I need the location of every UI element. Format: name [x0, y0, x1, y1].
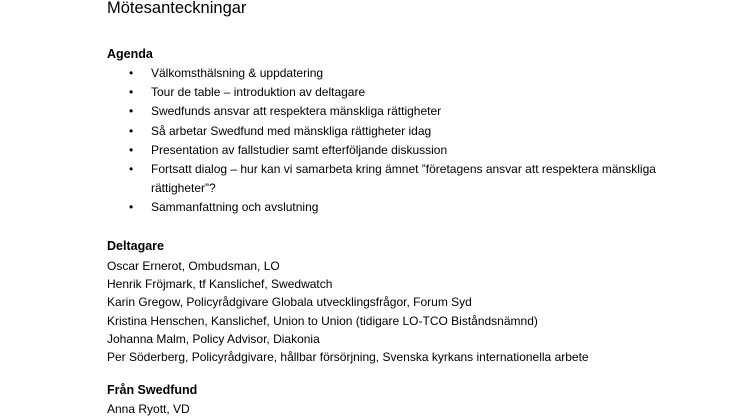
agenda-item	[107, 141, 667, 160]
agenda-item-text: Fortsatt dialog – hur kan vi samarbeta kring ämnet ”företagens ansvar att respektera mänskliga rättigheter”?	[151, 162, 656, 196]
agenda-item	[107, 122, 667, 141]
agenda-item-text: Välkomsthälsning & uppdatering	[151, 66, 324, 80]
swedfund-line: Anna Ryott, VD	[107, 402, 190, 416]
participant-line: Henrik Fröjmark, tf Kanslichef, Swedwatch	[107, 277, 333, 292]
agenda-list	[107, 64, 667, 218]
bullet-icon: •	[129, 162, 134, 177]
agenda-item-text: Presentation av fallstudier samt efterföljande diskussion	[151, 142, 448, 157]
bullet-icon: •	[129, 142, 134, 157]
agenda-item-text: Swedfunds ansvar att respektera mänskliga rättigheter	[151, 104, 442, 119]
bullet-icon: •	[129, 85, 134, 100]
agenda-item-text: Så arbetar Swedfund med mänskliga rättigheter idag	[151, 123, 432, 138]
agenda-item	[107, 102, 667, 121]
bullet-icon: •	[129, 66, 134, 80]
agenda-item	[107, 64, 667, 83]
bullet-icon: •	[129, 123, 134, 138]
agenda-item	[107, 198, 667, 217]
participant-line: Kristina Henschen, Kanslichef, Union to Union (tidigare LO-TCO Biståndsnämnd)	[107, 313, 538, 328]
agenda-item	[107, 83, 667, 102]
participant-line: Johanna Malm, Policy Advisor, Diakonia	[107, 331, 320, 346]
agenda-heading: Agenda	[107, 47, 153, 61]
participant-line: Oscar Ernerot, Ombudsman, LO	[107, 259, 280, 273]
participant-line: Per Söderberg, Policyrådgivare, hållbar försörjning, Svenska kyrkans internationella arbete	[107, 350, 589, 365]
bullet-icon: •	[129, 200, 134, 215]
agenda-item	[107, 160, 667, 198]
participants-heading: Deltagare	[107, 239, 164, 253]
page-title: Mötesanteckningar	[107, 0, 247, 17]
agenda-item-text: Tour de table – introduktion av deltagare	[151, 85, 366, 100]
participant-line: Karin Gregow, Policyrådgivare Globala utvecklingsfrågor, Forum Syd	[107, 295, 472, 310]
agenda-item-text: Sammanfattning och avslutning	[151, 200, 319, 215]
bullet-icon: •	[129, 104, 134, 119]
participants-list	[107, 257, 727, 366]
swedfund-list	[107, 400, 727, 418]
swedfund-heading: Från Swedfund	[107, 383, 198, 397]
